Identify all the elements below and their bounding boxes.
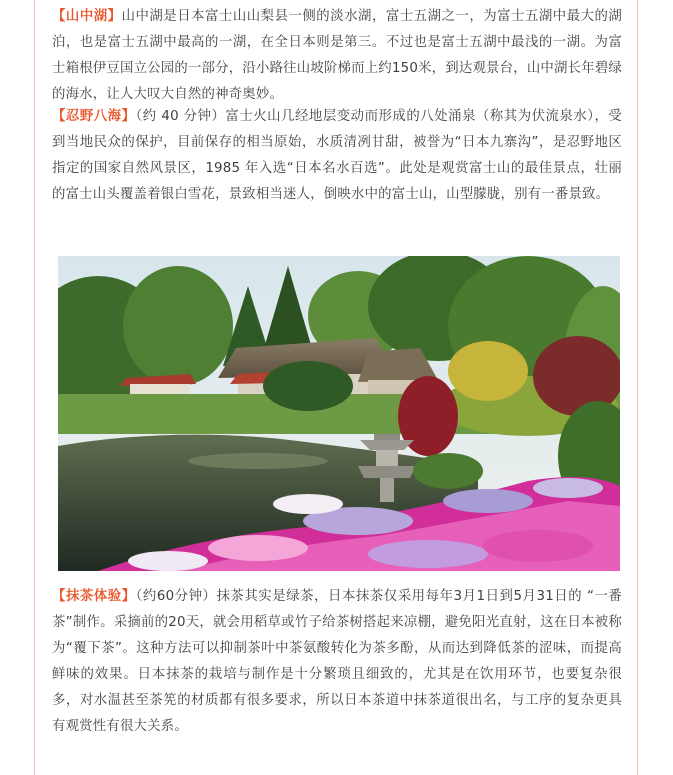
paragraph-matcha-experience [52,584,622,740]
heading-matcha-experience: 【抹茶体验】 [52,589,136,604]
japanese-garden-photo [58,256,620,571]
heading-yamanaka-lake: 【山中湖】 [52,9,122,24]
paragraph-yamanaka-lake [52,4,622,108]
body-oshino-hakkai: （约 40 分钟）富士火山几经地层变动而形成的八处涌泉（称其为伏流泉水），受到当地民众的保护，目前保存的相当原始，水质清冽甘甜，被誉为“日本九寨沟”，是忍野地区指定的国家自然风景区，1985 年入选“日本名水百选”。此处是观赏富士山的最佳景点，壮丽的富士山头覆盖着银白雪花，景致相当迷人，倒映水中的富士山，山型朦胧，别有一番景致。 [52,109,623,202]
heading-oshino-hakkai: 【忍野八海】 [52,109,136,124]
left-border-line [34,0,35,775]
body-yamanaka-lake: 山中湖是日本富士山山梨县一侧的淡水湖，富士五湖之一，为富士五湖中最大的湖泊，也是富士五湖中最高的一湖，在全日本则是第三。不过也是富士五湖中最浅的一湖。为富士箱根伊豆国立公园的一部分，沿小路往山坡阶梯而上约150米，到达观景台，山中湖长年碧绿的海水，让人大叹大自然的神奇奥妙。 [52,9,623,102]
right-border-line [637,0,638,775]
paragraph-oshino-hakkai [52,104,622,208]
body-matcha-experience: （约60分钟）抹茶其实是绿茶，日本抹茶仅采用每年3月1日到5月31日的 “一番茶”制作。采摘前的20天，就会用稻草或竹子给茶树搭起来凉棚，避免阳光直射，这在日本被称为“覆下茶”。这种方法可以抑制茶叶中茶氨酸转化为茶多酚，从而达到降低茶的涩味，而提高鲜味的效果。日本抹茶的栽培与制作是十分繁琐且细致的，尤其是在饮用环节，也要复杂很多，对水温甚至茶筅的材质都有很多要求，所以日本茶道中抹茶道很出名，与工序的复杂更具有观赏性有很大关系。 [52,589,623,734]
